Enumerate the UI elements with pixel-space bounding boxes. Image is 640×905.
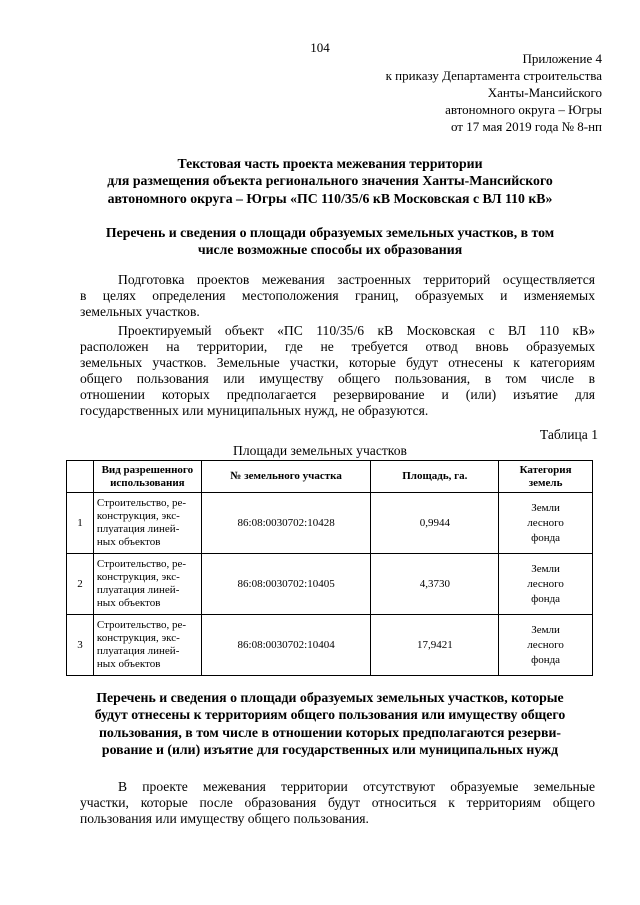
cell-cadastral-number: 86:08:0030702:10405 — [201, 554, 371, 615]
paragraph-line: расположен на территории, где не требуется отвод вновь образуемых — [80, 339, 595, 354]
table-row — [67, 615, 593, 676]
page-number: 104 — [310, 40, 330, 55]
cell-num: 3 — [67, 615, 94, 676]
heading-line: пользования, в том числе в отношении которых предполагаются резерви- — [98, 724, 562, 740]
paragraph-object — [80, 323, 595, 419]
table-label: Таблица 1 — [539, 427, 598, 442]
table-caption: Площади земельных участков — [233, 443, 407, 458]
paragraph-line: государственных или муниципальных нужд, не образуются. — [80, 403, 429, 418]
paragraph-line: В проекте межевания территории отсутствуют образуемые земельные — [118, 779, 595, 794]
appendix-line: от 17 мая 2019 года № 8-нп — [450, 119, 602, 134]
cell-cadastral-number: 86:08:0030702:10404 — [201, 615, 371, 676]
title-line: для размещения объекта регионального значения Ханты-Мансийского — [107, 173, 553, 189]
appendix-line: к приказу Департамента строительства — [385, 68, 602, 83]
cell-num: 1 — [67, 493, 94, 554]
appendix-line: автономного округа – Югры — [445, 102, 602, 117]
cell-permitted-use: Строительство, ре- конструкция, экс- плуатация линей- ных объектов — [93, 615, 201, 676]
appendix-header — [386, 50, 602, 135]
paragraph-line: пользования или имуществу общего пользования. — [80, 811, 369, 826]
appendix-line: Ханты-Мансийского — [487, 85, 602, 100]
cell-land-category: Земли лесного фонда — [499, 493, 593, 554]
paragraph-line: земельных участков. Земельные участки, которые будут отнесены к категориям — [80, 355, 595, 370]
cell-cadastral-number: 86:08:0030702:10428 — [201, 493, 371, 554]
cell-area: 4,3730 — [371, 554, 499, 615]
paragraph-line: отношении которых предполагается резервирование и (или) изъятие для — [80, 387, 595, 402]
header-cadastral-number: № земельного участка — [201, 461, 371, 493]
title-line: Текстовая часть проекта межевания территории — [177, 156, 483, 171]
paragraph-line: участки, которые после образования будут относиться к территориям общего — [80, 795, 595, 810]
paragraph-line: в целях определения местоположения границ, образуемых и изменяемых — [80, 288, 595, 303]
cell-land-category: Земли лесного фонда — [499, 554, 593, 615]
paragraph-line: Подготовка проектов межевания застроенных территорий осуществляется — [118, 272, 595, 287]
title-line: автономного округа – Югры «ПС 110/35/6 кВ Московская с ВЛ 110 кВ» — [107, 190, 553, 206]
paragraph-line: земельных участков. — [80, 304, 200, 319]
heading-line: Перечень и сведения о площади образуемых земельных участков, в том — [105, 225, 555, 240]
heading-line: будут отнесены к территориям общего пользования или имуществу общего — [94, 707, 566, 723]
section-heading-formation — [60, 224, 600, 259]
header-land-category: Категория земель — [499, 461, 593, 493]
cell-permitted-use: Строительство, ре- конструкция, экс- плуатация линей- ных объектов — [93, 554, 201, 615]
paragraph-line: Проектируемый объект «ПС 110/35/6 кВ Московская с ВЛ 110 кВ» — [118, 323, 595, 338]
heading-line: Перечень и сведения о площади образуемых земельных участков, которые — [96, 690, 564, 705]
table-row — [67, 554, 593, 615]
heading-line: рование и (или) изъятие для государственных или муниципальных нужд — [101, 741, 559, 757]
table-row — [67, 493, 593, 554]
appendix-line: Приложение 4 — [522, 51, 602, 66]
land-plots-table — [66, 460, 593, 676]
section-heading-public-use — [60, 689, 600, 758]
cell-permitted-use: Строительство, ре- конструкция, экс- плуатация линей- ных объектов — [93, 493, 201, 554]
header-num — [67, 461, 94, 493]
paragraph-absence — [80, 779, 595, 827]
paragraph-line: общего пользования или имуществу общего пользования, в том числе в — [80, 371, 595, 386]
cell-area: 17,9421 — [371, 615, 499, 676]
cell-land-category: Земли лесного фонда — [499, 615, 593, 676]
heading-line: числе возможные способы их образования — [197, 242, 463, 258]
cell-area: 0,9944 — [371, 493, 499, 554]
header-area: Площадь, га. — [371, 461, 499, 493]
document-title — [60, 155, 600, 207]
cell-num: 2 — [67, 554, 94, 615]
paragraph-preparation — [80, 272, 595, 320]
table-header-row — [67, 461, 593, 493]
header-permitted-use: Вид разрешенного использования — [93, 461, 201, 493]
